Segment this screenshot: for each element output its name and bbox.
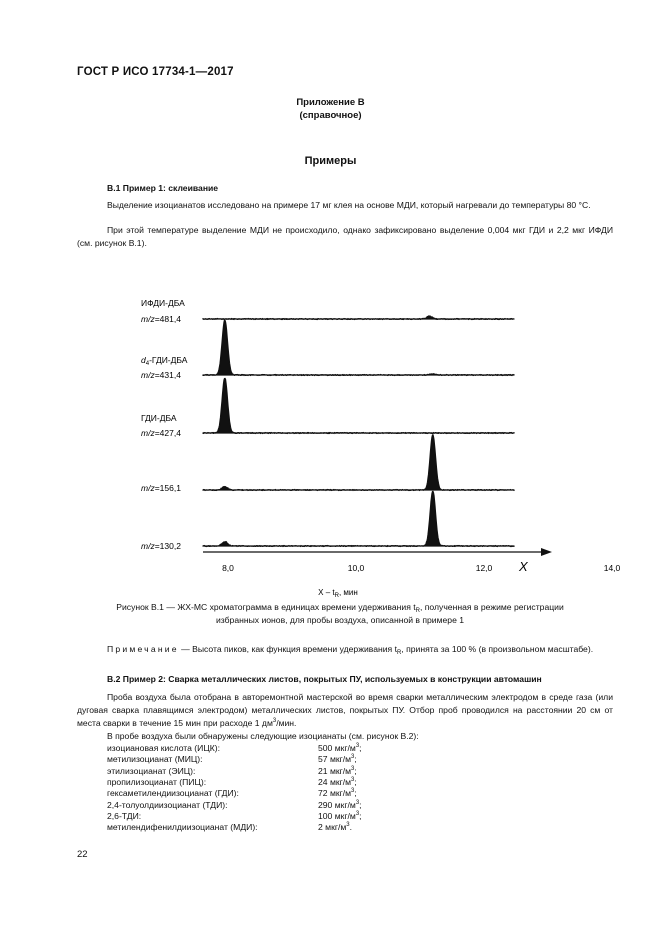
chromatogram-trace-3 xyxy=(203,378,514,433)
isocyanate-concentration: 290 мкг/$м^3$; xyxy=(318,799,362,810)
trace-mz-label: m/z=156,1 xyxy=(141,483,181,493)
page-number: 22 xyxy=(77,849,88,860)
chromatogram-trace-4 xyxy=(203,435,514,491)
chromatogram-trace-5 xyxy=(203,491,514,546)
b1-heading: В.1 Пример 1: склеивание xyxy=(107,183,219,193)
x-axis-label: X – $t_R$, мин xyxy=(318,588,358,599)
isocyanate-concentration: 2 мкг/$м^3$. xyxy=(318,822,352,833)
x-tick-label: 10,0 xyxy=(347,563,365,573)
chromatogram-trace-2 xyxy=(203,320,514,375)
isocyanate-name: метилизоцианат (МИЦ): xyxy=(107,754,203,765)
list-item xyxy=(107,777,407,788)
figure-caption-line-1: Рисунок В.1 — ЖХ-МС хроматограмма в единицах времени удерживания $t_R$, полученная в режиме регистрации xyxy=(116,602,564,614)
x-tick-label: 12,0 xyxy=(475,563,493,573)
note: Примечание — Высота пиков, как функция времени удерживания $t_R$, принята за 100 % (в произвольном масштабе). xyxy=(107,644,594,656)
document-header: ГОСТ Р ИСО 17734-1—2017 xyxy=(77,66,234,78)
chromatogram-chart xyxy=(0,255,661,600)
figure-caption-line-2: избранных ионов, для пробы воздуха, описанной в примере 1 xyxy=(215,615,465,625)
isocyanate-name: этилизоцианат (ЭИЦ): xyxy=(107,765,196,776)
isocyanate-concentration: 21 мкг/$м^3$; xyxy=(318,765,357,776)
annex-title: Приложение В xyxy=(296,97,365,108)
isocyanate-name: 2,4-толуолдиизоцианат (ТДИ): xyxy=(107,799,228,810)
list-item xyxy=(107,800,407,811)
b2-heading: В.2 Пример 2: Сварка металлических листов, покрытых ПУ, используемых в конструкции автомашин xyxy=(107,674,542,684)
trace-mz-label: m/z=431,4 xyxy=(141,370,181,380)
trace-labels xyxy=(141,298,188,551)
x-tick-label: 8,0 xyxy=(222,563,234,573)
isocyanate-concentration: 100 мкг/$м^3$; xyxy=(318,810,362,821)
list-item xyxy=(107,754,407,765)
isocyanate-name: 2,6-ТДИ: xyxy=(107,810,142,821)
figure-caption xyxy=(60,601,620,627)
trace-mz-label: m/z=427,4 xyxy=(141,428,181,438)
section-title: Примеры xyxy=(304,155,357,167)
list-item xyxy=(107,766,407,777)
isocyanate-concentration: 500 мкг/$м^3$; xyxy=(318,743,362,753)
list-item xyxy=(107,788,407,799)
list-item xyxy=(107,811,407,822)
isocyanate-name: гексаметилендиизоцианат (ГДИ): xyxy=(107,788,239,799)
isocyanate-concentration: 72 мкг/$м^3$; xyxy=(318,788,357,799)
trace-mz-label: m/z=130,2 xyxy=(141,541,181,551)
isocyanate-concentration: 24 мкг/$м^3$; xyxy=(318,776,357,787)
b2-paragraph-1: Проба воздуха была отобрана в авторемонтной мастерской во время сварки металлическим электродом в среде газа (или дуговая сварка плавящимся электродом) металлических листов, покрытых ПУ. Отбор проб проводился на расстоянии 20 см от места сварки в течение 15 мин при расходе 1 $дм^3$/мин. xyxy=(77,692,613,728)
b1-paragraph-2: При этой температуре выделение МДИ не происходило, однако зафиксировано выделение 0,004 мкг ГДИ и 2,2 мкг ИФДИ (см. рисунок В.1). xyxy=(77,225,613,248)
annex-subtitle: (справочное) xyxy=(299,110,362,121)
isocyanate-name: метилендифенилдиизоцианат (МДИ): xyxy=(107,822,258,833)
list-item xyxy=(107,743,407,754)
chromatogram-traces xyxy=(203,316,514,547)
isocyanate-concentration: 57 мкг/$м^3$; xyxy=(318,754,357,765)
x-axis xyxy=(203,548,552,556)
trace-name-label: $d_4-ГДИ$-ДБА xyxy=(141,355,188,367)
x-axis-tick-labels xyxy=(222,563,620,573)
isocyanate-name: пропилизоцианат (ПИЦ): xyxy=(107,776,207,787)
trace-mz-label: m/z=481,4 xyxy=(141,314,181,324)
trace-name-label: ИФДИ-ДБА xyxy=(141,298,185,308)
x-axis-arrow xyxy=(541,548,552,556)
chromatogram-trace-1 xyxy=(203,316,514,320)
x-tick-label: 14,0 xyxy=(603,563,621,573)
isocyanate-name: изоциановая кислота (ИЦК): xyxy=(107,743,220,753)
x-axis-symbol: X xyxy=(519,559,528,574)
b1-paragraph-1: Выделение изоцианатов исследовано на примере 17 мг клея на основе МДИ, который нагревали до температуры 80 °С. xyxy=(107,200,591,210)
note-label: Примечание xyxy=(107,644,179,654)
b2-paragraph-2: В пробе воздуха были обнаружены следующие изоцианаты (см. рисунок В.2): xyxy=(107,731,419,741)
list-item xyxy=(107,822,407,833)
trace-name-label: ГДИ-ДБА xyxy=(141,413,177,423)
